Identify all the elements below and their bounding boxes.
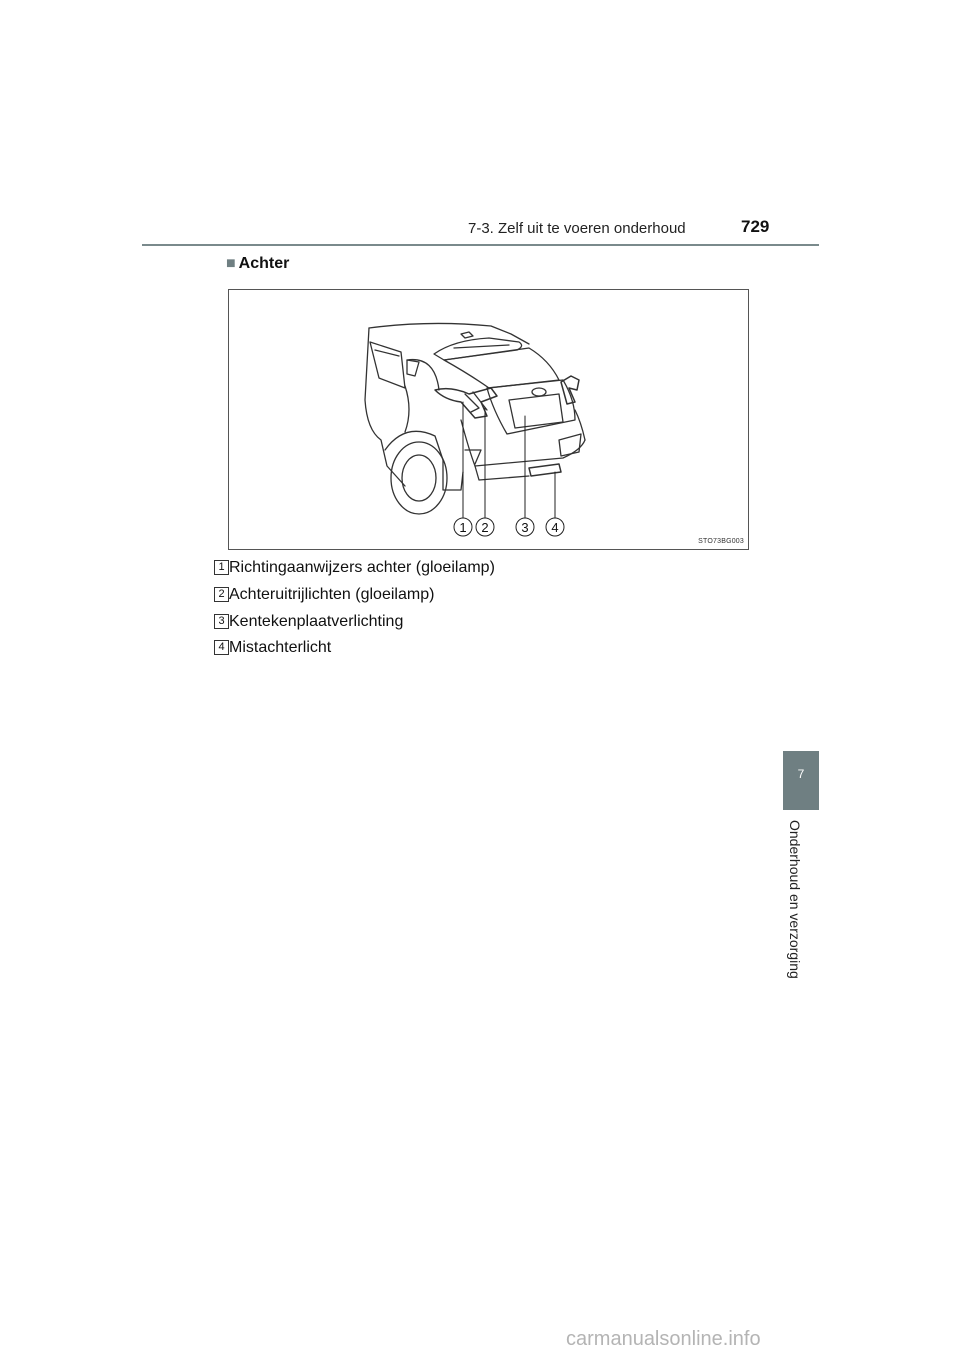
chapter-title: Onderhoud en verzorging	[787, 820, 803, 979]
side-window	[370, 342, 405, 388]
legend-text-2: Achteruitrijlichten (gloeilamp)	[229, 586, 435, 603]
square-bullet-icon: ■	[226, 255, 236, 272]
legend-number-1: 1	[214, 560, 229, 575]
callout-2-label: 2	[481, 520, 489, 535]
right-tail-lamp	[561, 376, 579, 404]
rear-lights-figure	[228, 289, 749, 550]
chapter-tab	[783, 751, 819, 810]
rear-fog-light	[529, 464, 561, 476]
callout-3-label: 3	[521, 520, 529, 535]
legend-number-4: 4	[214, 640, 229, 655]
rear-spoiler	[434, 338, 522, 360]
roof-line	[369, 323, 529, 344]
section-heading-text: Achter	[238, 255, 290, 272]
page-number: 729	[741, 217, 770, 236]
callout-1-label: 1	[459, 520, 467, 535]
figure-code: STO73BG003	[698, 538, 744, 545]
license-plate-recess	[509, 394, 563, 428]
legend-number-2: 2	[214, 587, 229, 602]
header-section-title: 7-3. Zelf uit te voeren onderhoud	[468, 220, 686, 237]
legend-text-1: Richtingaanwijzers achter (gloeilamp)	[229, 559, 495, 576]
car-rear-illustration	[229, 290, 748, 549]
legend-number-3: 3	[214, 614, 229, 629]
watermark-text: carmanualsonline.info	[566, 1328, 761, 1350]
legend-text-4: Mistachterlicht	[229, 639, 332, 656]
section-heading	[226, 255, 289, 273]
callout-4-label: 4	[551, 520, 559, 535]
header-divider	[142, 244, 819, 246]
chapter-number: 7	[797, 767, 805, 781]
rear-wheel	[391, 442, 447, 514]
legend-text-3: Kentekenplaatverlichting	[229, 613, 404, 630]
